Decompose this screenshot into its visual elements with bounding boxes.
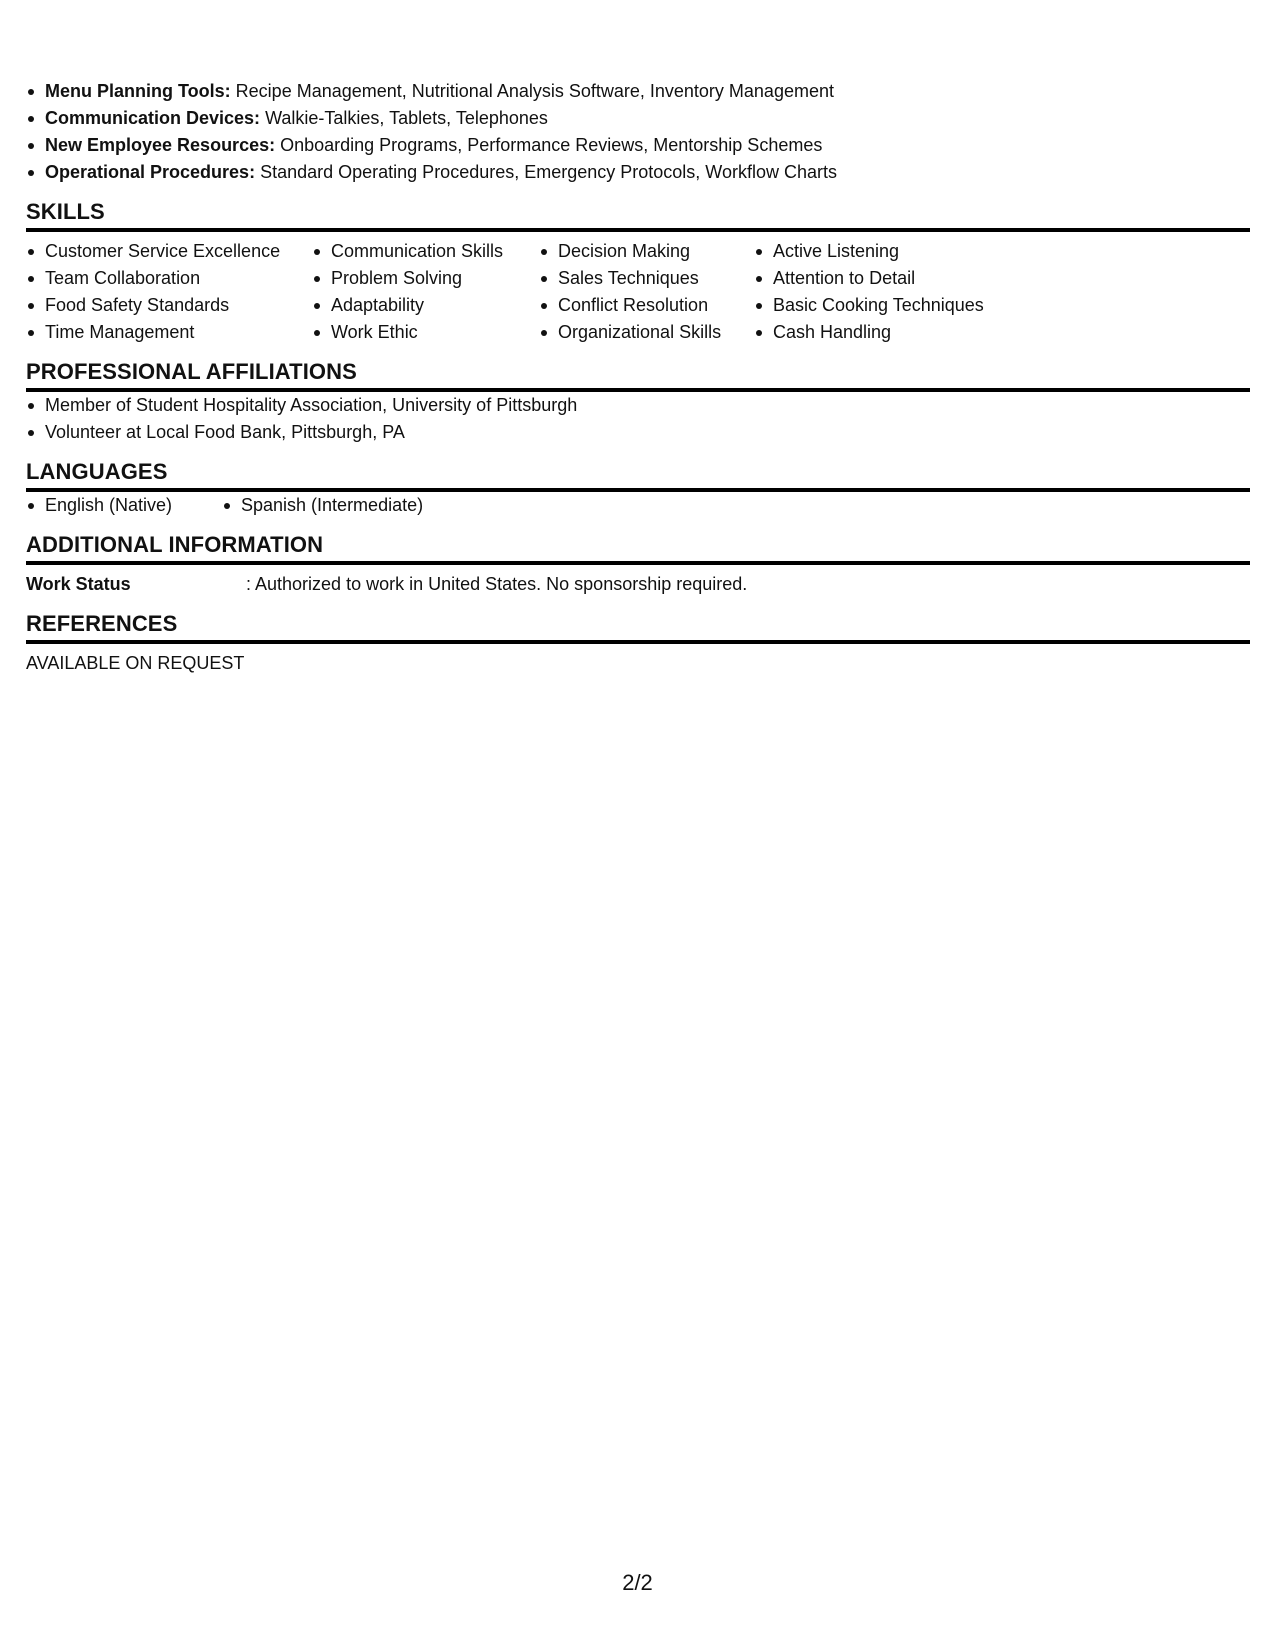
skill-item: Work Ethic — [312, 319, 539, 346]
references-section — [26, 610, 1250, 677]
additional-info-section — [26, 531, 1250, 598]
skill-item: Decision Making — [539, 238, 754, 265]
tool-label: Communication Devices: — [45, 108, 261, 128]
section-heading: PROFESSIONAL AFFILIATIONS — [26, 358, 1250, 392]
tools-list-item — [26, 132, 1250, 159]
skill-item: Sales Techniques — [539, 265, 754, 292]
section-heading: SKILLS — [26, 198, 1250, 232]
tool-label: Menu Planning Tools: — [45, 81, 231, 101]
section-heading: LANGUAGES — [26, 458, 1250, 492]
section-heading: ADDITIONAL INFORMATION — [26, 531, 1250, 565]
affiliations-list — [26, 392, 1250, 446]
references-text: AVAILABLE ON REQUEST — [26, 653, 245, 673]
language-item: Spanish (Intermediate) — [222, 492, 423, 519]
affiliation-item: Volunteer at Local Food Bank, Pittsburgh, PA — [26, 419, 1250, 446]
skill-item: Cash Handling — [754, 319, 1014, 346]
skills-column — [754, 238, 1014, 346]
work-status-label: Work Status — [26, 574, 131, 594]
skill-item: Problem Solving — [312, 265, 539, 292]
affiliation-item: Member of Student Hospitality Association, University of Pittsburgh — [26, 392, 1250, 419]
page-number: 2/2 — [622, 1570, 653, 1595]
language-item: English (Native) — [26, 492, 222, 519]
skill-item: Food Safety Standards — [26, 292, 312, 319]
skill-item: Team Collaboration — [26, 265, 312, 292]
languages-list — [26, 492, 1250, 519]
tool-value: Onboarding Programs, Performance Reviews, Mentorship Schemes — [280, 135, 823, 155]
tool-label: New Employee Resources: — [45, 135, 276, 155]
skill-item: Conflict Resolution — [539, 292, 754, 319]
tools-list-item — [26, 159, 1250, 186]
work-status-row — [26, 565, 1250, 598]
tool-label: Operational Procedures: — [45, 162, 256, 182]
section-heading: REFERENCES — [26, 610, 1250, 644]
affiliations-section — [26, 358, 1250, 446]
skill-item: Attention to Detail — [754, 265, 1014, 292]
tools-list-item — [26, 78, 1250, 105]
tool-value: Standard Operating Procedures, Emergency Protocols, Workflow Charts — [260, 162, 838, 182]
tool-value: Recipe Management, Nutritional Analysis Software, Inventory Management — [235, 81, 834, 101]
work-status-value: : Authorized to work in United States. No sponsorship required. — [246, 574, 748, 594]
skill-item: Time Management — [26, 319, 312, 346]
skill-item: Customer Service Excellence — [26, 238, 312, 265]
skill-item: Adaptability — [312, 292, 539, 319]
resume-page — [26, 78, 1250, 677]
skills-column — [26, 238, 312, 346]
skill-item: Active Listening — [754, 238, 1014, 265]
tool-value: Walkie-Talkies, Tablets, Telephones — [265, 108, 548, 128]
skills-column — [539, 238, 754, 346]
skill-item: Organizational Skills — [539, 319, 754, 346]
skill-item: Communication Skills — [312, 238, 539, 265]
tools-list-item — [26, 105, 1250, 132]
tools-list — [26, 78, 1250, 186]
skills-column — [312, 238, 539, 346]
languages-section — [26, 458, 1250, 519]
skills-section — [26, 198, 1250, 346]
skill-item: Basic Cooking Techniques — [754, 292, 1014, 319]
skills-grid — [26, 232, 1250, 346]
